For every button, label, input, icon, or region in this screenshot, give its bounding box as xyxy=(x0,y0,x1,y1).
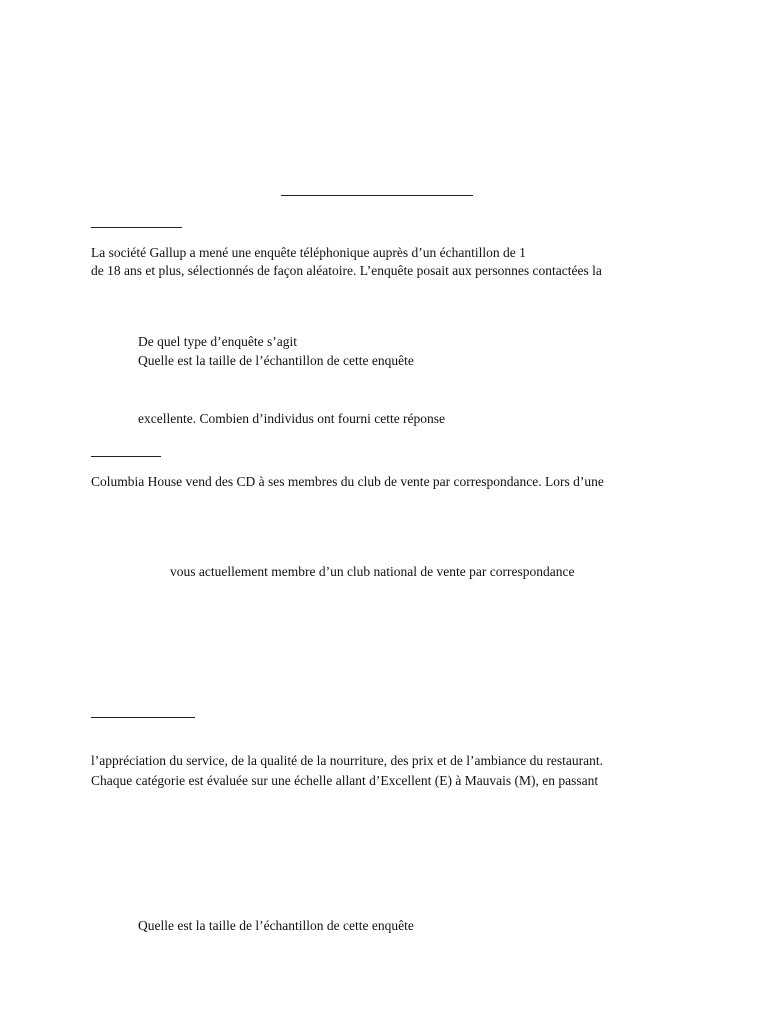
section-3-heading-rule xyxy=(91,717,195,718)
section-2-paragraph-line-1: Columbia House vend des CD à ses membres du club de vente par correspondance. Lors d’une xyxy=(91,474,604,489)
section-1-heading-rule xyxy=(91,227,182,228)
section-1-paragraph-line-1: La société Gallup a mené une enquête téléphonique auprès d’un échantillon de 1 xyxy=(91,245,526,260)
title-rule xyxy=(281,195,473,196)
section-1-paragraph-line-2: de 18 ans et plus, sélectionnés de façon aléatoire. L’enquête posait aux personnes contactées la xyxy=(91,263,602,278)
section-2-paragraph-line-2: vous actuellement membre d’un club national de vente par correspondance xyxy=(170,564,575,579)
section-1-question-2: Quelle est la taille de l’échantillon de cette enquête xyxy=(138,353,414,368)
section-3-question-1: Quelle est la taille de l’échantillon de cette enquête xyxy=(138,918,414,933)
section-2-heading-rule xyxy=(91,456,161,457)
section-3-paragraph-line-1: l’appréciation du service, de la qualité de la nourriture, des prix et de l’ambiance du restaurant. xyxy=(91,753,604,768)
section-1-question-1: De quel type d’enquête s’agit xyxy=(138,334,297,349)
section-1-question-3: excellente. Combien d’individus ont fourni cette réponse xyxy=(138,411,446,426)
section-3-paragraph-line-2: Chaque catégorie est évaluée sur une échelle allant d’Excellent (E) à Mauvais (M), en passant xyxy=(91,773,599,788)
